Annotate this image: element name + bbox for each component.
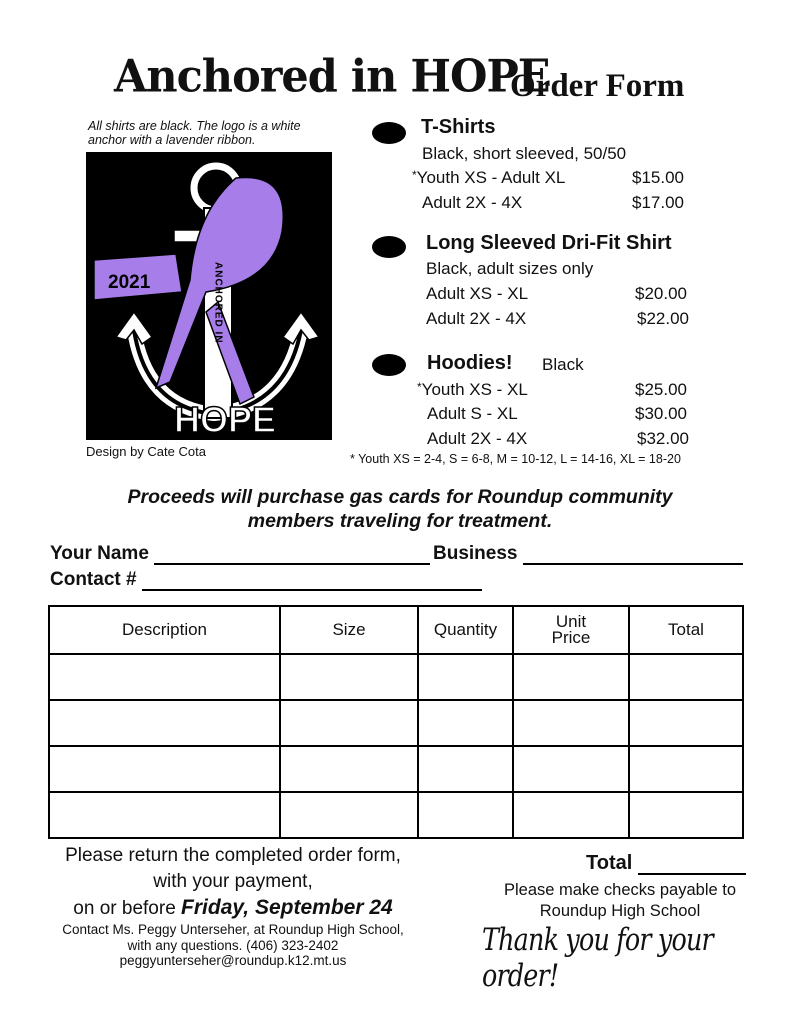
contact-field[interactable]: Contact # [50, 569, 482, 591]
cell-size[interactable] [280, 746, 418, 792]
hoodies-price-2: $30.00 [635, 404, 687, 423]
longsleeve-item-2: Adult 2X - 4X [426, 309, 527, 328]
longsleeve-price-1: $20.00 [635, 284, 687, 303]
order-table [48, 605, 744, 839]
header-description: Description [49, 606, 280, 654]
table-row[interactable] [49, 746, 743, 792]
bullet-hoodies [372, 354, 406, 376]
cell-quantity[interactable] [418, 654, 513, 700]
tshirts-desc: Black, short sleeved, 50/50 [422, 144, 627, 163]
cell-quantity[interactable] [418, 792, 513, 838]
anchor-ribbon-icon [86, 152, 332, 440]
table-header-row [49, 606, 743, 654]
table-row[interactable] [49, 654, 743, 700]
cell-unit-price[interactable] [513, 654, 629, 700]
longsleeve-title: Long Sleeved Dri-Fit Shirt [426, 232, 672, 254]
header-quantity: Quantity [418, 606, 513, 654]
cell-total[interactable] [629, 792, 743, 838]
cell-size[interactable] [280, 700, 418, 746]
cell-description[interactable] [49, 700, 280, 746]
anchor-logo [86, 152, 332, 440]
cell-quantity[interactable] [418, 700, 513, 746]
due-date: Friday, September 24 [181, 896, 393, 919]
cell-total[interactable] [629, 700, 743, 746]
contact-info: Contact Ms. Peggy Unterseher, at Roundup High School, with any questions. (406) 323-2402 peggyunterseher@roundup.k12.mt.us [62, 922, 404, 968]
cell-unit-price[interactable] [513, 746, 629, 792]
tshirts-item-1: *Youth XS - Adult XL [412, 168, 566, 187]
your-name-field[interactable]: Your Name [50, 543, 430, 565]
hoodies-price-3: $32.00 [637, 429, 689, 448]
size-footnote: * Youth XS = 2-4, S = 6-8, M = 10-12, L = 14-16, XL = 18-20 [350, 452, 681, 466]
bullet-tshirts [372, 122, 406, 144]
logo-hope: HOPE [174, 399, 277, 440]
cell-size[interactable] [280, 792, 418, 838]
cell-total[interactable] [629, 654, 743, 700]
cell-description[interactable] [49, 792, 280, 838]
business-field[interactable]: Business [433, 543, 743, 565]
longsleeve-price-2: $22.00 [637, 309, 689, 328]
page-title: Anchored in HOPE [114, 50, 550, 104]
hoodies-item-2: Adult S - XL [427, 404, 518, 423]
cell-unit-price[interactable] [513, 700, 629, 746]
hoodies-price-1: $25.00 [635, 380, 687, 399]
checks-payable: Please make checks payable to Roundup High School [503, 881, 737, 920]
header-unit-price: Unit Price [513, 606, 629, 654]
table-row[interactable] [49, 792, 743, 838]
tshirts-price-1: $15.00 [632, 168, 684, 187]
page-subtitle: Order Form [510, 68, 685, 104]
grand-total-field[interactable]: Total [586, 852, 746, 875]
hoodies-item-3: Adult 2X - 4X [427, 429, 528, 448]
tshirts-price-2: $17.00 [632, 193, 684, 212]
cell-unit-price[interactable] [513, 792, 629, 838]
cell-description[interactable] [49, 746, 280, 792]
tshirts-title: T-Shirts [421, 116, 496, 138]
hoodies-item-1: *Youth XS - XL [417, 380, 528, 399]
thank-you-message: Thank you for your order! [482, 922, 713, 994]
cell-total[interactable] [629, 746, 743, 792]
logo-year: 2021 [108, 272, 151, 293]
cell-size[interactable] [280, 654, 418, 700]
table-row[interactable] [49, 700, 743, 746]
return-instructions: Please return the completed order form, with your payment, on or before Friday, September 24 [65, 845, 401, 919]
longsleeve-desc: Black, adult sizes only [426, 259, 594, 278]
longsleeve-item-1: Adult XS - XL [426, 284, 529, 303]
hoodies-color: Black [542, 355, 584, 374]
proceeds-statement: Proceeds will purchase gas cards for Roundup community members traveling for treatment. [127, 486, 673, 532]
shirt-note: All shirts are black. The logo is a white anchor with a lavender ribbon. [88, 119, 301, 147]
tshirts-item-2: Adult 2X - 4X [422, 193, 523, 212]
header-total: Total [629, 606, 743, 654]
header-size: Size [280, 606, 418, 654]
hoodies-title: Hoodies! [427, 352, 513, 374]
cell-description[interactable] [49, 654, 280, 700]
bullet-longsleeve [372, 236, 406, 258]
design-credit: Design by Cate Cota [86, 444, 206, 459]
cell-quantity[interactable] [418, 746, 513, 792]
logo-vertical-text: ANCHORED IN [212, 262, 224, 344]
